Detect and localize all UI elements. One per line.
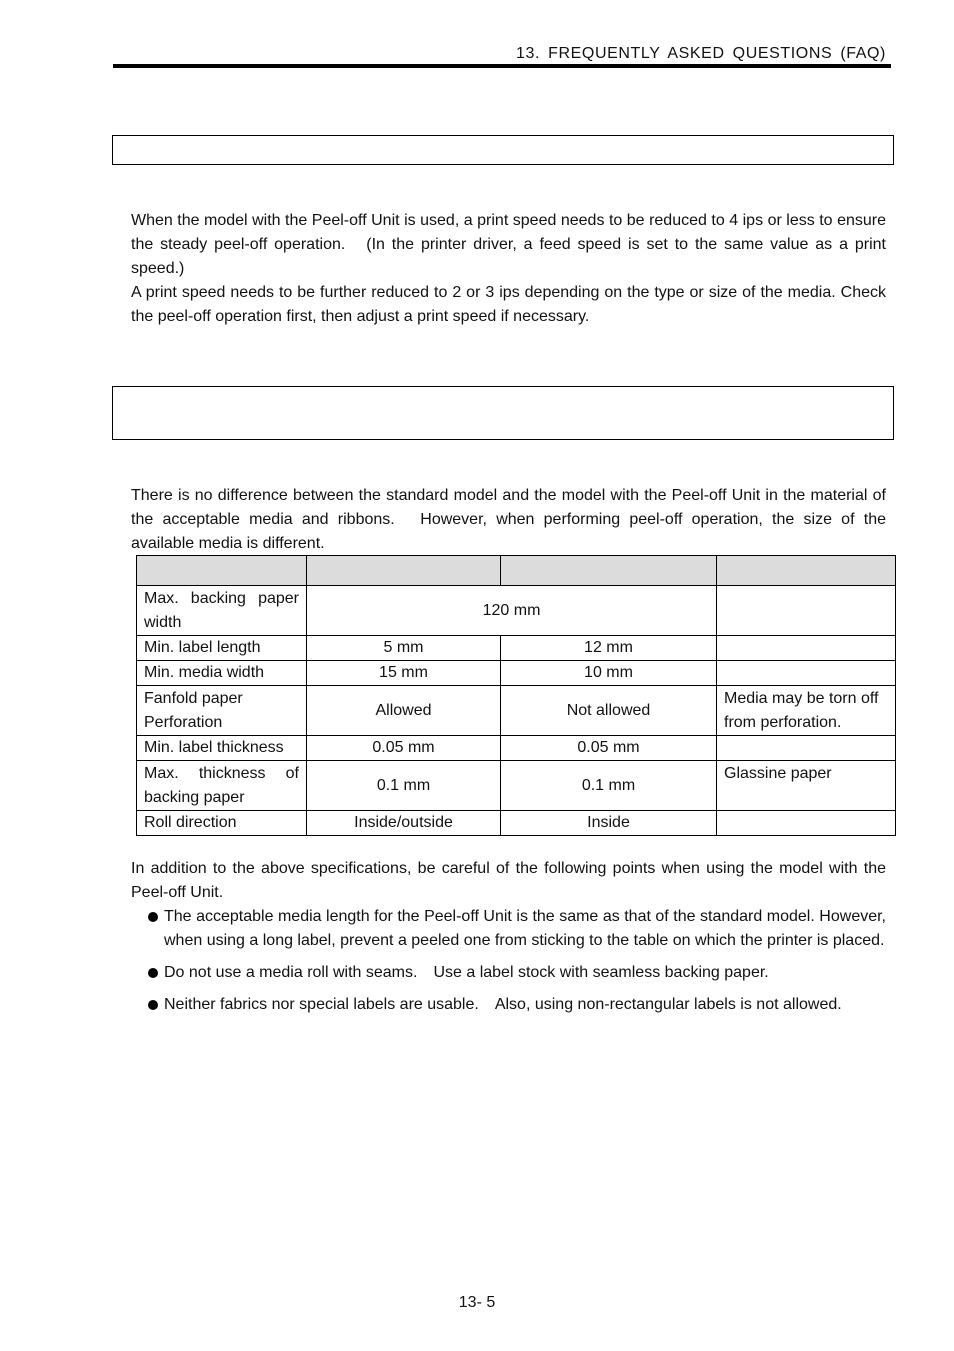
table-cell-item: Roll direction <box>137 811 307 836</box>
list-item <box>147 905 886 953</box>
table-cell: 15 mm <box>307 661 501 686</box>
table-cell-item-line: backing paper <box>144 788 245 806</box>
table-cell-item: Min. label thickness <box>137 736 307 761</box>
table-cell-note <box>717 811 896 836</box>
answer-1-paragraph-2: A print speed needs to be further reduced to 2 or 3 ips depending on the type or size of the media. Check the peel-off operation first, then adjust a print speed if necessary. <box>131 284 886 325</box>
table-header-cell <box>137 556 307 586</box>
question-box-1 <box>112 135 894 165</box>
table-cell-item: Min. label length <box>137 636 307 661</box>
table-cell-item-line: Fanfold paper <box>144 689 243 707</box>
table-row <box>137 686 896 736</box>
answer-1 <box>131 209 886 329</box>
table-cell: 0.1 mm <box>307 761 501 811</box>
table-cell-note <box>717 661 896 686</box>
running-header: 13. FREQUENTLY ASKED QUESTIONS (FAQ) <box>516 45 886 62</box>
header-rule <box>113 64 891 68</box>
table-row <box>137 736 896 761</box>
page-number: 13- 5 <box>458 1294 496 1311</box>
bullet-dot-icon <box>148 1000 158 1010</box>
table-cell-note: Glassine paper <box>717 761 896 811</box>
table-header-cell <box>307 556 501 586</box>
media-spec-table <box>136 555 896 836</box>
table-cell: Allowed <box>307 686 501 736</box>
table-cell: 0.05 mm <box>307 736 501 761</box>
table-row <box>137 761 896 811</box>
answer-2-paragraph: There is no difference between the standard model and the model with the Peel-off Unit in the material of the acceptable media and ribbons. However, when performing peel-off operation, the size of the available media is different. <box>131 487 886 552</box>
list-item-text: Neither fabrics nor special labels are usable. Also, using non-rectangular labels is not allowed. <box>164 996 842 1013</box>
question-box-2 <box>112 386 894 440</box>
table-cell-note: Media may be torn off from perforation. <box>717 686 896 736</box>
table-cell-merged: 120 mm <box>307 586 717 636</box>
table-row <box>137 661 896 686</box>
table-cell-note <box>717 586 896 636</box>
table-cell: 10 mm <box>501 661 717 686</box>
table-header-cell <box>717 556 896 586</box>
caution-list <box>147 905 886 1025</box>
table-cell: 0.1 mm <box>501 761 717 811</box>
table-cell: Inside <box>501 811 717 836</box>
table-cell-item <box>137 686 307 736</box>
table-row <box>137 811 896 836</box>
table-row <box>137 586 896 636</box>
table-cell-item <box>137 761 307 811</box>
after-table-intro: In addition to the above specifications, be careful of the following points when using the model with the Peel-off Unit. <box>131 860 886 901</box>
table-cell-item-line: Perforation <box>144 713 223 731</box>
answer-1-paragraph: When the model with the Peel-off Unit is used, a print speed needs to be reduced to 4 ips or less to ensure the steady peel-off operation. (In the printer driver, a feed speed is set to the same value as a print speed.) <box>131 212 887 277</box>
list-item-text: Do not use a media roll with seams. Use a label stock with seamless backing paper. <box>164 964 769 981</box>
list-item-text: The acceptable media length for the Peel-off Unit is the same as that of the standard model. However, when using a long label, prevent a peeled one from sticking to the table on which the printer is placed. <box>164 908 886 949</box>
table-cell-note <box>717 636 896 661</box>
table-cell-item-line: Max. thickness of <box>144 764 299 782</box>
table-cell: Inside/outside <box>307 811 501 836</box>
list-item <box>147 961 886 985</box>
table-row <box>137 636 896 661</box>
table-cell-note <box>717 736 896 761</box>
table-cell: 12 mm <box>501 636 717 661</box>
table-cell-item: Max. backing paper width <box>137 586 307 636</box>
bullet-dot-icon <box>148 968 158 978</box>
bullet-dot-icon <box>148 912 158 922</box>
table-header-row <box>137 556 896 586</box>
table-header-cell <box>501 556 717 586</box>
table-cell-item: Min. media width <box>137 661 307 686</box>
table-cell: 0.05 mm <box>501 736 717 761</box>
table-cell: 5 mm <box>307 636 501 661</box>
list-item <box>147 993 886 1017</box>
table-cell: Not allowed <box>501 686 717 736</box>
